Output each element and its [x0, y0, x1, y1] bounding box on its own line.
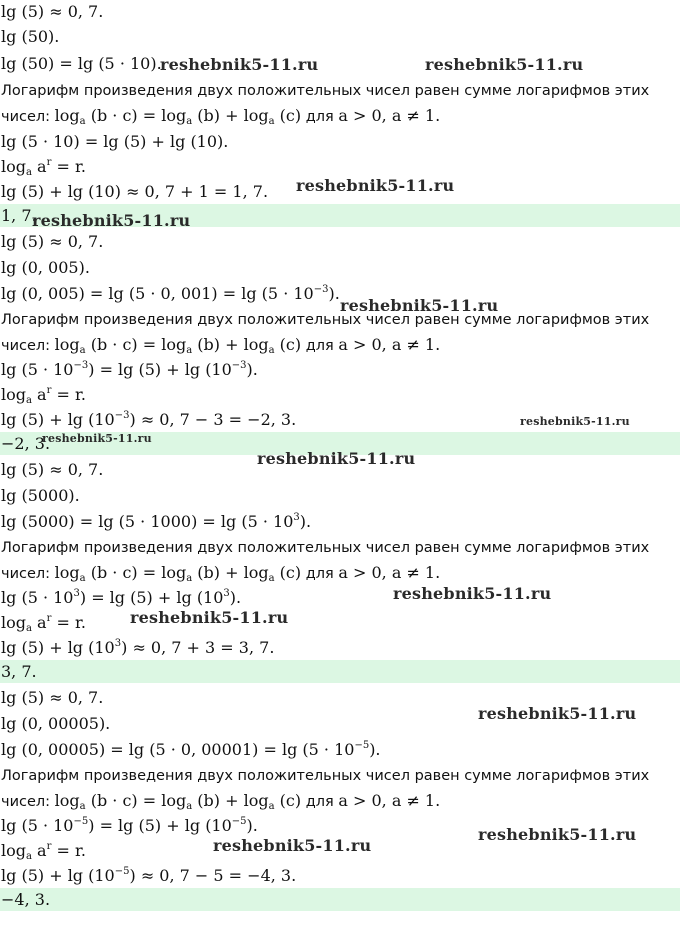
watermark: reshebnik5-11.ru: [213, 836, 372, 855]
step-line: lg (5) ≈ 0, 7.: [1, 2, 104, 21]
watermark: reshebnik5-11.ru: [425, 55, 584, 74]
step-line: lg (0, 005) = lg (5 · 0, $001) = \lg (5 \cdot 10^{-3})$.: [1, 284, 340, 303]
rule-text: Логарифм произведения двух положительных чисел равен сумме логарифмов этих: [1, 83, 650, 99]
rule-text: Логарифм произведения двух положительных чисел равен сумме логарифмов этих: [1, 540, 650, 556]
step-line: $\lg (5000) = \lg (5 \cdot 1000) = \lg (5 \cdot 10^3)$.: [1, 512, 312, 531]
step-line: $\log_a a^r = r$.: [1, 613, 86, 634]
rule-text: Логарифм произведения двух положительных чисел равен сумме логарифмов этих: [1, 312, 650, 328]
step-line: lg (5) ≈ 0, 7.: [1, 688, 104, 707]
answer-row: 1, 7.: [0, 204, 680, 227]
watermark: reshebnik5-11.ru: [130, 608, 289, 627]
watermark: reshebnik5-11.ru: [296, 176, 455, 195]
answer-row: 3, 7.: [0, 660, 680, 683]
answer-row: −4, 3.: [0, 888, 680, 911]
step-line: $\lg (5) + \lg (10^{-3}) \approx 0$, 7 − 3 = −2, 3.: [1, 410, 297, 429]
watermark: reshebnik5-11.ru: [340, 296, 499, 315]
step-line: $\lg (5 \cdot 10^{-5}) = \lg (5) + \lg (10^{-5})$.: [1, 816, 258, 835]
rule-formula-line: чисел: $\log_a (b \cdot c) = \log_a (b) + \log_a (c)$ для a > 0, a ≠ 1.: [1, 563, 441, 584]
step-line: lg (5) + lg (10) ≈ 0, 7 + 1 = 1, 7.: [1, 182, 269, 201]
rule-formula-line: чисел: $\log_a (b \cdot c) = \log_a (b) + \log_a (c)$ для a > 0, a ≠ 1.: [1, 106, 441, 127]
watermark: reshebnik5-11.ru: [32, 211, 191, 230]
step-line: lg (50) = lg (5 · 10).: [1, 54, 162, 73]
watermark: reshebnik5-11.ru: [520, 415, 630, 428]
watermark: reshebnik5-11.ru: [478, 825, 637, 844]
step-line: lg (5) ≈ 0, 7.: [1, 232, 104, 251]
rule-formula-line: чисел: $\log_a (b \cdot c) = \log_a (b) + \log_a (c)$ для a > 0, a ≠ 1.: [1, 791, 441, 812]
rule-text: Логарифм произведения двух положительных чисел равен сумме логарифмов этих: [1, 768, 650, 784]
step-line: lg (50).: [1, 27, 60, 46]
watermark: reshebnik5-11.ru: [160, 55, 319, 74]
step-line: $\lg (5 \cdot 10^3) = \lg (5) + \lg (10^3)$.: [1, 588, 242, 607]
watermark: reshebnik5-11.ru: [478, 704, 637, 723]
step-line: $\log_a a^r = r$.: [1, 841, 86, 862]
step-line: lg (5) ≈ 0, 7.: [1, 460, 104, 479]
step-line: $\lg (5 \cdot 10^{-3}) = \lg (5) + \lg (10^{-3})$.: [1, 360, 258, 379]
watermark: reshebnik5-11.ru: [42, 432, 152, 445]
step-line: $\log_a a^r = r$.: [1, 385, 86, 406]
step-line: $\log_a a^r = r$.: [1, 157, 86, 178]
watermark: reshebnik5-11.ru: [393, 584, 552, 603]
step-line: lg (0, 005).: [1, 258, 90, 277]
step-line: $\lg (5) + \lg (10^{-5}) \approx 0$, 7 − 5 = −4, 3.: [1, 866, 297, 885]
answer-row: −2, 3.: [0, 432, 680, 455]
step-line: lg (5000).: [1, 486, 80, 505]
watermark: reshebnik5-11.ru: [257, 449, 416, 468]
step-line: lg (0, 00005) = lg (5 · 0, $00001) = \lg (5 \cdot 10^{-5})$.: [1, 740, 381, 759]
step-line: lg (5 · 10) = lg (5) + lg (10).: [1, 132, 229, 151]
rule-formula-line: чисел: $\log_a (b \cdot c) = \log_a (b) + \log_a (c)$ для a > 0, a ≠ 1.: [1, 335, 441, 356]
step-line: lg (0, 00005).: [1, 714, 111, 733]
step-line: $\lg (5) + \lg (10^3) \approx 0$, 7 + 3 = 3, 7.: [1, 638, 275, 657]
